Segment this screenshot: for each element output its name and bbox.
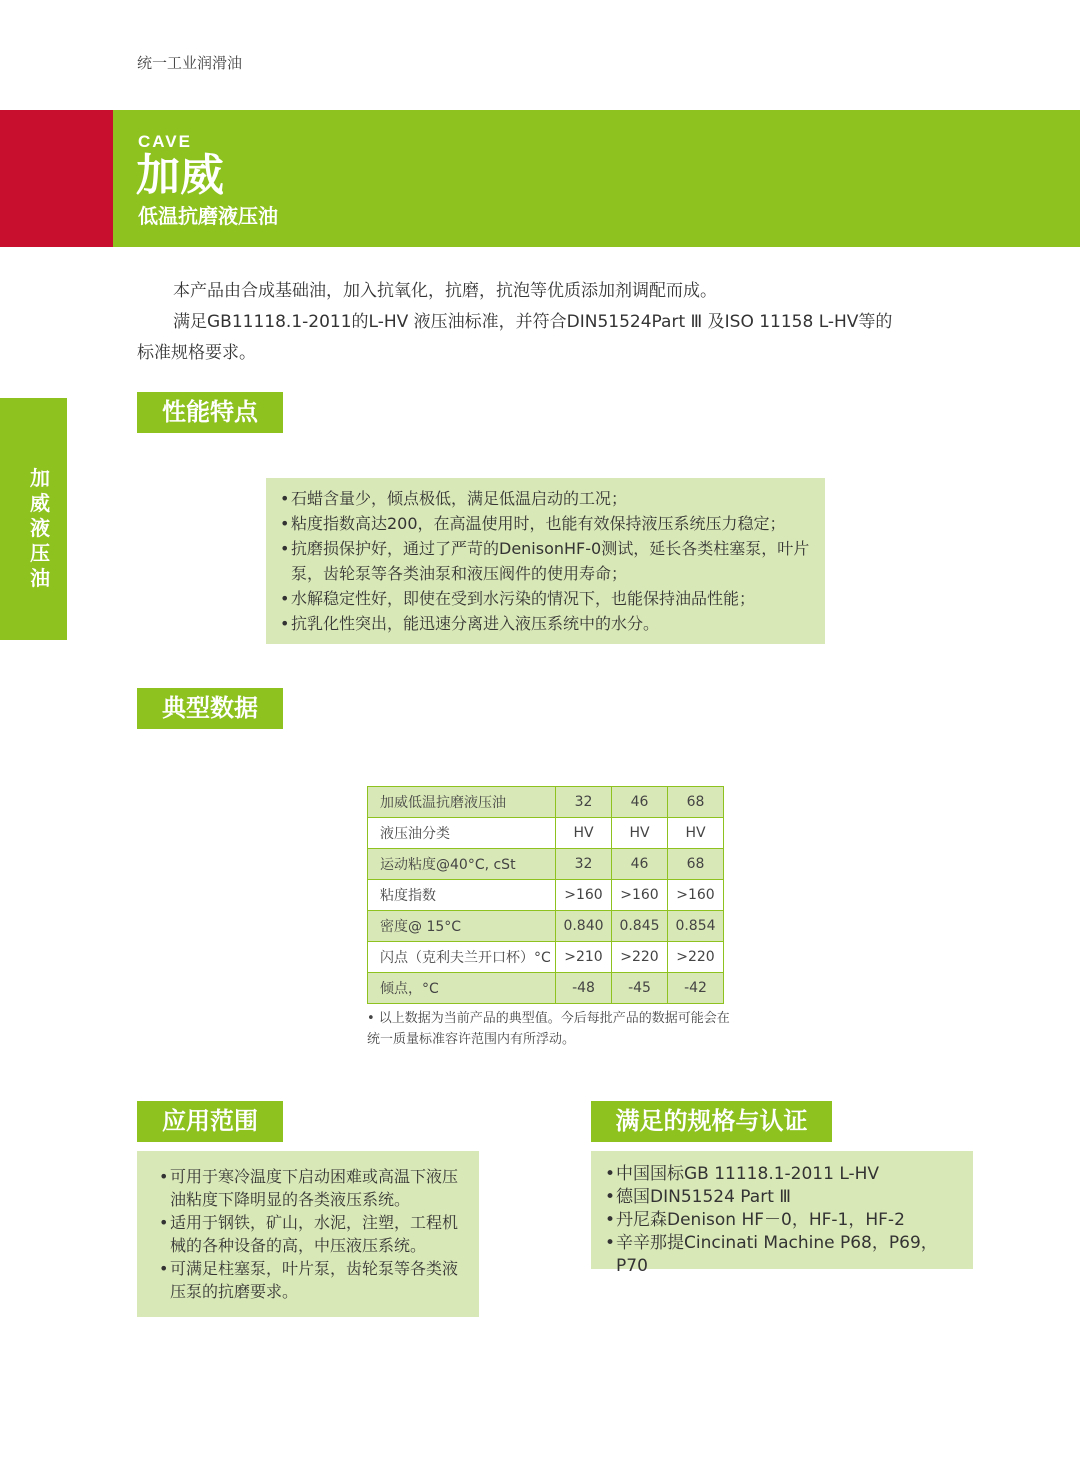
cell-value: -45 <box>612 973 668 1004</box>
features-heading: 性能特点 <box>137 392 283 433</box>
feature-item: • 抗磨损保护好，通过了严苛的DenisonHF-0测试，延长各类柱塞泵，叶片泵，齿轮泵等各类油泵和液压阀件的使用寿命； <box>280 536 815 586</box>
product-english-name: CAVE <box>138 132 192 151</box>
application-item: • 可满足柱塞泵，叶片泵，齿轮泵等各类液压泵的抗磨要求。 <box>159 1257 469 1303</box>
table-row <box>368 849 724 880</box>
cell-value: >220 <box>612 942 668 973</box>
row-label: 粘度指数 <box>368 880 556 911</box>
cell-value: HV <box>556 818 612 849</box>
hero-red-block <box>0 110 113 247</box>
cell-value: >160 <box>556 880 612 911</box>
brand-name: 统一工业润滑油 <box>137 54 243 72</box>
row-label: 闪点（克利夫兰开口杯）°C <box>368 942 556 973</box>
feature-item: • 石蜡含量少，倾点极低，满足低温启动的工况； <box>280 486 815 511</box>
row-label: 加威低温抗磨液压油 <box>368 787 556 818</box>
application-box <box>137 1151 479 1317</box>
application-heading: 应用范围 <box>137 1101 283 1142</box>
table-row <box>368 942 724 973</box>
table-row <box>368 787 724 818</box>
application-item: • 适用于钢铁，矿山，水泥，注塑，工程机械的各种设备的高，中压液压系统。 <box>159 1211 469 1257</box>
table-row <box>368 880 724 911</box>
row-label: 运动粘度@40°C, cSt <box>368 849 556 880</box>
cell-value: 32 <box>556 787 612 818</box>
cell-value: 0.840 <box>556 911 612 942</box>
row-label: 液压油分类 <box>368 818 556 849</box>
typical-data-heading: 典型数据 <box>137 688 283 729</box>
cell-value: 46 <box>612 849 668 880</box>
side-tab-label: 加威液压油 <box>30 466 50 590</box>
standard-item: • 丹尼森Denison HF－0，HF-1，HF-2 <box>605 1209 963 1232</box>
feature-item: • 抗乳化性突出，能迅速分离进入液压系统中的水分。 <box>280 611 815 636</box>
cell-value: -42 <box>668 973 724 1004</box>
cell-value: 32 <box>556 849 612 880</box>
cell-value: 0.854 <box>668 911 724 942</box>
cell-value: HV <box>612 818 668 849</box>
cell-value: HV <box>668 818 724 849</box>
table-row <box>368 973 724 1004</box>
standard-item: • 德国DIN51524 Part Ⅲ <box>605 1186 963 1209</box>
cell-value: 0.845 <box>612 911 668 942</box>
standards-box <box>591 1151 973 1276</box>
intro-line-1: 本产品由合成基础油，加入抗氧化，抗磨，抗泡等优质添加剂调配而成。 <box>173 281 717 301</box>
cell-value: >220 <box>668 942 724 973</box>
standard-item: • 辛辛那提Cincinati Machine P68，P69，P70 <box>605 1232 963 1278</box>
cell-value: >160 <box>668 880 724 911</box>
cell-value: 46 <box>612 787 668 818</box>
cell-value: -48 <box>556 973 612 1004</box>
application-item: • 可用于寒冷温度下启动困难或高温下液压油粘度下降明显的各类液压系统。 <box>159 1165 469 1211</box>
cell-value: 68 <box>668 787 724 818</box>
cell-value: >160 <box>612 880 668 911</box>
cell-value: >210 <box>556 942 612 973</box>
intro-text <box>137 276 897 369</box>
cell-value: 68 <box>668 849 724 880</box>
feature-item: • 水解稳定性好，即使在受到水污染的情况下，也能保持油品性能； <box>280 586 815 611</box>
row-label: 密度@ 15°C <box>368 911 556 942</box>
table-row <box>368 818 724 849</box>
product-subtitle: 低温抗磨液压油 <box>138 204 278 228</box>
features-box <box>266 478 825 644</box>
intro-line-3: 标准规格要求。 <box>137 343 256 363</box>
product-title: 加威 <box>136 150 224 201</box>
table-note: • 以上数据为当前产品的典型值。今后每批产品的数据可能会在统一质量标准容许范围内有所浮动。 <box>367 1011 730 1047</box>
row-label: 倾点，°C <box>368 973 556 1004</box>
table-row <box>368 911 724 942</box>
standards-heading: 满足的规格与认证 <box>591 1101 832 1142</box>
standard-item: • 中国国标GB 11118.1-2011 L-HV <box>605 1163 963 1186</box>
feature-item: • 粘度指数高达200，在高温使用时，也能有效保持液压系统压力稳定； <box>280 511 815 536</box>
typical-data-table <box>367 786 724 1004</box>
intro-line-2: 满足GB11118.1-2011的L-HV 液压油标准，并符合DIN51524Part Ⅲ 及ISO 11158 L-HV等的 <box>173 312 893 332</box>
